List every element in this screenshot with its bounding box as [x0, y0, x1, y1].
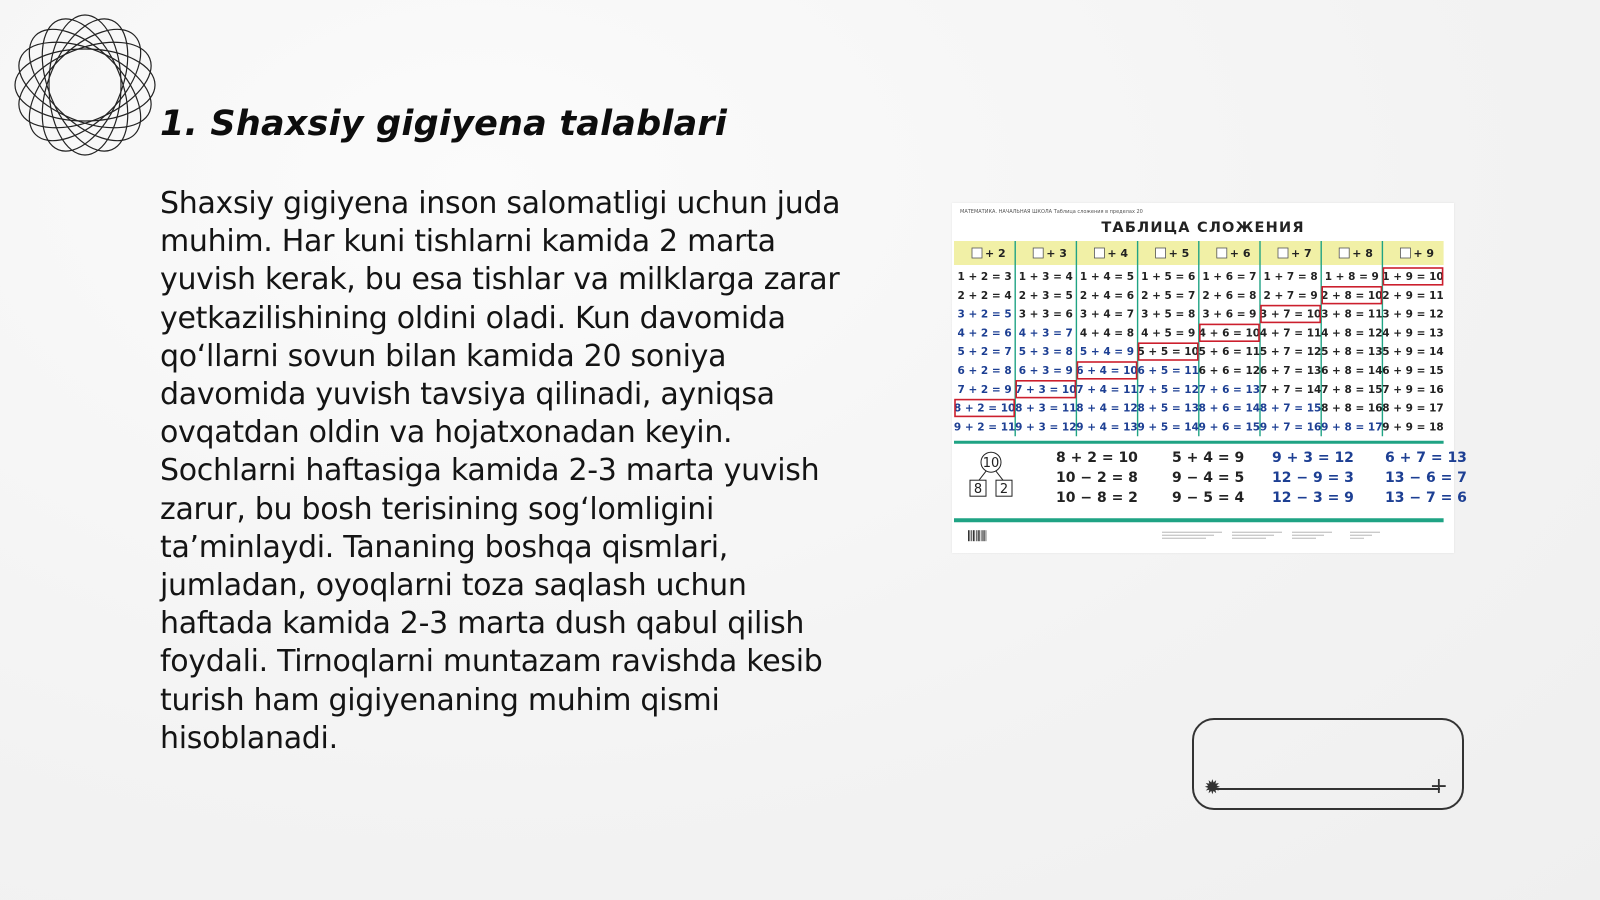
addition-table-poster: [952, 203, 1467, 553]
table-cell: 7 + 7 = 14: [1259, 383, 1322, 396]
cross-sparkle-icon: +: [1429, 774, 1448, 799]
poster-title: ТАБЛИЦА СЛОЖЕНИЯ: [1101, 220, 1305, 236]
column-header-label: + 3: [1046, 247, 1067, 260]
table-cell: 1 + 5 = 6: [1141, 271, 1196, 283]
sun-star-icon: ✹: [1204, 775, 1221, 799]
table-cell: 2 + 9 = 11: [1382, 289, 1444, 302]
table-cell: 8 + 2 = 10: [953, 402, 1016, 415]
table-cell: 1 + 3 = 4: [1018, 271, 1073, 283]
table-cell: 2 + 2 = 4: [957, 289, 1012, 302]
example-equation: 12 − 9 = 3: [1272, 470, 1354, 487]
table-cell: 6 + 8 = 14: [1321, 365, 1383, 377]
table-cell: 5 + 9 = 14: [1382, 346, 1444, 359]
column-header-box-icon: [1339, 248, 1349, 258]
table-cell: 2 + 3 = 5: [1018, 289, 1073, 302]
logo-ring: [10, 10, 160, 160]
example-equation: 9 + 3 = 12: [1272, 450, 1354, 467]
table-cell: 5 + 4 = 9: [1079, 346, 1135, 359]
table-cell: 6 + 6 = 12: [1198, 365, 1261, 377]
table-cell: 1 + 6 = 7: [1202, 271, 1257, 283]
barcode-icon: [970, 530, 971, 541]
table-cell: 6 + 9 = 15: [1382, 365, 1444, 377]
table-cell: 7 + 5 = 12: [1137, 383, 1199, 396]
table-cell: 8 + 8 = 16: [1321, 402, 1383, 415]
barcode-icon: [984, 530, 985, 541]
spirograph-logo-icon: [10, 10, 160, 160]
table-cell: 9 + 9 = 18: [1382, 421, 1444, 434]
table-cell: 1 + 2 = 3: [957, 271, 1012, 283]
logo-ring: [10, 10, 160, 160]
barcode-icon: [971, 530, 972, 541]
decomposition-branch: [996, 471, 1003, 480]
table-cell: 5 + 3 = 8: [1018, 346, 1073, 359]
frame-line: [1212, 788, 1440, 790]
table-cell: 9 + 4 = 13: [1076, 421, 1138, 434]
table-cell: 7 + 2 = 9: [957, 383, 1012, 396]
barcode-icon: [982, 530, 983, 541]
table-cell: 2 + 5 = 7: [1141, 289, 1196, 302]
table-cell: 2 + 7 = 9: [1263, 289, 1318, 302]
table-cell: 3 + 2 = 5: [957, 308, 1012, 321]
logo-ring: [15, 49, 155, 121]
addition-table-grid: [952, 203, 1467, 553]
barcode-icon: [979, 530, 980, 541]
column-header-box-icon: [1278, 248, 1288, 258]
column-header-label: + 4: [1107, 247, 1129, 260]
table-cell: 6 + 2 = 8: [957, 365, 1012, 377]
table-cell: 2 + 8 = 10: [1321, 289, 1383, 302]
table-cell: 1 + 7 = 8: [1263, 271, 1318, 283]
barcode-icon: [978, 530, 979, 541]
example-equation: 9 − 4 = 5: [1172, 470, 1245, 487]
table-cell: 5 + 6 = 11: [1198, 346, 1261, 359]
column-header-box-icon: [972, 248, 982, 258]
slide-body-text: Shaxsiy gigiyena inson salomatligi uchun juda muhim. Har kuni tishlarni kamida 2 marta yuvish kerak, bu esa tishlar va milklarga zarar yetkazilishining oldini oladi. Kun davomida qo‘llarni sovun bilan kamida 20 soniya davomida yuvish tavsiya qilinadi, ayniqsa ovqatdan oldin va hojatxonadan keyin. Sochlarni haftasiga kamida 2-3 marta yuvish zarur, bu bosh terisining sog‘lomligini ta’minlaydi. Tananing boshqa qismlari, jumladan, oyoqlarni toza saqlash uchun haftada kamida 2-3 marta dush qabul qilish foydali. Tirnoqlarni muntazam ravishda kesib turish ham gigiyenaning muhim qismi hisoblanadi.: [160, 186, 841, 756]
table-cell: 4 + 7 = 11: [1259, 327, 1322, 340]
table-cell: 3 + 7 = 10: [1259, 308, 1322, 321]
column-header-box-icon: [1094, 248, 1104, 258]
example-equation: 10 − 8 = 2: [1056, 490, 1138, 507]
table-cell: 8 + 6 = 14: [1198, 402, 1261, 415]
example-equation: 10 − 2 = 8: [1056, 470, 1138, 487]
column-header-label: + 2: [985, 247, 1006, 260]
table-cell: 5 + 5 = 10: [1137, 346, 1199, 359]
poster-header-text: МАТЕМАТИКА. НАЧАЛЬНАЯ ШКОЛА Таблица сложения в пределах 20: [960, 209, 1143, 215]
decomposition-part: 2: [999, 482, 1009, 498]
table-cell: 9 + 7 = 16: [1259, 421, 1322, 434]
example-equation: 6 + 7 = 13: [1385, 450, 1467, 467]
table-cell: 7 + 8 = 15: [1321, 383, 1383, 396]
table-cell: 9 + 8 = 17: [1321, 421, 1383, 434]
decomposition-branch: [979, 471, 986, 480]
table-cell: 8 + 7 = 15: [1259, 402, 1322, 415]
table-cell: 2 + 6 = 8: [1202, 289, 1257, 302]
example-equation: 13 − 6 = 7: [1385, 470, 1467, 487]
table-cell: 6 + 7 = 13: [1259, 365, 1322, 377]
table-cell: 5 + 7 = 12: [1259, 346, 1322, 359]
table-cell: 3 + 9 = 12: [1382, 308, 1444, 321]
table-cell: 8 + 3 = 11: [1015, 402, 1077, 415]
table-cell: 4 + 8 = 12: [1321, 327, 1383, 340]
logo-ring: [49, 15, 121, 155]
table-cell: 4 + 9 = 13: [1382, 327, 1444, 340]
column-header-label: + 7: [1291, 247, 1312, 260]
table-cell: 7 + 9 = 16: [1382, 383, 1444, 396]
table-cell: 4 + 2 = 6: [957, 327, 1012, 340]
column-header-label: + 8: [1352, 247, 1373, 260]
table-cell: 6 + 4 = 10: [1076, 365, 1138, 377]
example-equation: 8 + 2 = 10: [1056, 450, 1138, 467]
example-equation: 12 − 3 = 9: [1272, 490, 1354, 507]
table-cell: 9 + 3 = 12: [1015, 421, 1077, 434]
barcode-icon: [986, 530, 987, 541]
table-cell: 7 + 4 = 11: [1076, 383, 1138, 396]
table-cell: 1 + 9 = 10: [1382, 271, 1444, 283]
barcode-icon: [968, 530, 969, 541]
decomposition-whole: 10: [982, 456, 1000, 472]
table-cell: 1 + 4 = 5: [1079, 271, 1135, 283]
table-cell: 9 + 5 = 14: [1137, 421, 1199, 434]
column-header-box-icon: [1400, 248, 1410, 258]
table-cell: 3 + 4 = 7: [1079, 308, 1135, 321]
column-header-label: + 9: [1413, 247, 1435, 260]
example-equation: 9 − 5 = 4: [1172, 490, 1245, 507]
table-cell: 2 + 4 = 6: [1079, 289, 1135, 302]
decomposition-part: 8: [973, 482, 983, 498]
table-cell: 4 + 4 = 8: [1079, 327, 1135, 340]
table-cell: 7 + 3 = 10: [1015, 383, 1077, 396]
table-cell: 3 + 6 = 9: [1202, 308, 1257, 321]
rounded-frame-box: [1192, 718, 1464, 810]
table-cell: 1 + 8 = 9: [1324, 271, 1379, 283]
table-cell: 5 + 2 = 7: [957, 346, 1012, 359]
barcode-icon: [973, 530, 974, 541]
example-equation: 5 + 4 = 9: [1172, 450, 1245, 467]
slide-title: 1. Shaxsiy gigiyena talablari: [160, 104, 728, 144]
table-cell: 8 + 9 = 17: [1382, 402, 1444, 415]
barcode-icon: [976, 530, 977, 541]
table-cell: 6 + 3 = 9: [1018, 365, 1073, 377]
table-cell: 9 + 6 = 15: [1198, 421, 1261, 434]
table-cell: 4 + 6 = 10: [1198, 327, 1261, 340]
barcode-icon: [974, 530, 975, 541]
table-cell: 3 + 8 = 11: [1321, 308, 1383, 321]
table-cell: 5 + 8 = 13: [1321, 346, 1383, 359]
table-cell: 6 + 5 = 11: [1137, 365, 1199, 377]
table-cell: 8 + 5 = 13: [1137, 402, 1199, 415]
table-cell: 9 + 2 = 11: [953, 421, 1016, 434]
column-header-box-icon: [1156, 248, 1166, 258]
example-equation: 13 − 7 = 6: [1385, 490, 1467, 507]
column-header-label: + 6: [1229, 247, 1251, 260]
column-header-label: + 5: [1168, 247, 1190, 260]
table-cell: 7 + 6 = 13: [1198, 383, 1261, 396]
table-cell: 8 + 4 = 12: [1076, 402, 1138, 415]
table-cell: 4 + 5 = 9: [1141, 327, 1196, 340]
column-header-box-icon: [1033, 248, 1043, 258]
barcode-icon: [981, 530, 982, 541]
column-header-box-icon: [1217, 248, 1227, 258]
table-cell: 4 + 3 = 7: [1018, 327, 1073, 340]
table-cell: 3 + 3 = 6: [1018, 308, 1073, 321]
table-cell: 3 + 5 = 8: [1141, 308, 1196, 321]
